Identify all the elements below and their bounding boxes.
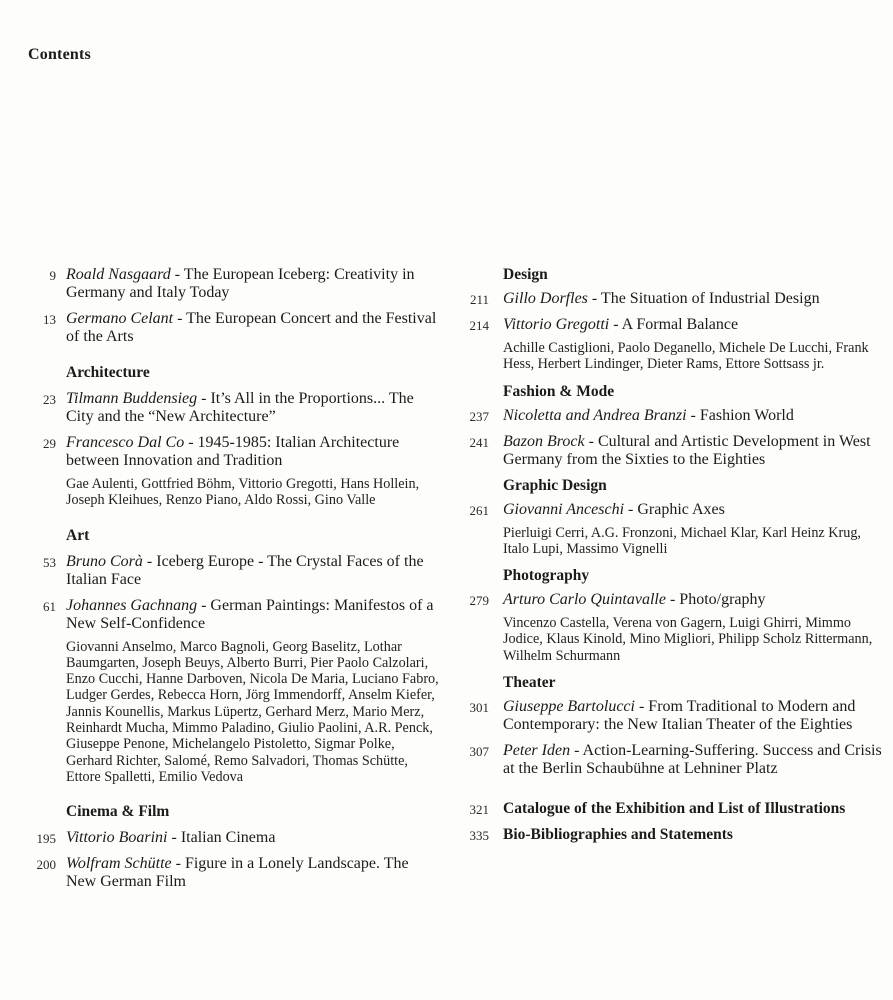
entry-title: - The European Concert and the Festival of the Arts [66, 310, 437, 345]
entry-author: Johannes Gachnang [66, 596, 198, 614]
entry-title: - From Traditional to Modern and Contemporary: the New Italian Theater of the Eighties [503, 698, 856, 734]
page-number: 195 [36, 831, 56, 847]
toc-entry[interactable] [30, 434, 440, 470]
page-number: 237 [469, 408, 489, 424]
photographers-list: Vincenzo Castella, Verena von Gagern, Luigi Ghirri, Mimmo Jodice, Klaus Kinold, Mino Migliori, Philipp Scholz Rittermann, Wilhelm Schurmann [503, 615, 873, 664]
toc-entry[interactable] [462, 290, 882, 308]
page-number: 307 [469, 744, 489, 760]
entry-title: - Figure in a Lonely Landscape. The New German Film [66, 855, 409, 891]
entry-author: Peter Iden [503, 742, 571, 760]
page-number: 13 [43, 312, 56, 327]
toc-entry[interactable] [462, 591, 882, 609]
architects-list: Gae Aulenti, Gottfried Böhm, Vittorio Gregotti, Hans Hollein, Joseph Kleihues, Renzo Piano, Aldo Rossi, Gino Valle [66, 476, 420, 509]
entry-author: Vittorio Gregotti [503, 316, 610, 333]
toc-entry[interactable] [462, 407, 882, 425]
page-number: 211 [469, 292, 489, 307]
toc-entry[interactable] [30, 553, 440, 589]
page-number: 279 [469, 593, 489, 609]
entry-author: Vittorio Boarini [66, 829, 168, 847]
entry-title: - The European Iceberg: Creativity in Germany and Italy Today [66, 266, 415, 301]
section-heading-graphic-design: Graphic Design [503, 476, 607, 494]
toc-entry[interactable] [30, 829, 440, 847]
page-number: 53 [43, 554, 56, 570]
entry-title: - The Situation of Industrial Design [587, 290, 820, 307]
entry-title: - Italian Cinema [167, 829, 276, 847]
entry-author: Bazon Brock [503, 432, 585, 450]
entry-author: Francesco Dal Co [66, 434, 185, 451]
page-number: 214 [469, 318, 489, 333]
toc-entry[interactable] [30, 310, 440, 346]
page-title: Contents [28, 46, 91, 63]
section-heading-photography: Photography [503, 567, 590, 585]
page-number: 335 [469, 828, 489, 844]
entry-author: Bruno Corà [66, 552, 143, 570]
page-number: 261 [469, 502, 489, 518]
entry-title: - A Formal Balance [609, 316, 739, 333]
page-number: 321 [469, 802, 489, 818]
section-heading-art: Art [66, 526, 90, 544]
entry-author: Gillo Dorfles [503, 290, 588, 307]
section-heading-fashion: Fashion & Mode [503, 382, 615, 400]
entry-author: Giuseppe Bartolucci [503, 698, 635, 716]
page-number: 61 [43, 598, 56, 614]
toc-entry[interactable] [30, 390, 440, 426]
entry-title: - It’s All in the Proportions... The City and the “New Architecture” [66, 390, 414, 425]
toc-entry-bio-bibliographies[interactable] [462, 826, 882, 844]
section-heading-theater: Theater [503, 674, 556, 692]
page-number: 241 [469, 434, 489, 450]
toc-entry[interactable] [462, 742, 882, 778]
entry-title: Catalogue of the Exhibition and List of Illustrations [503, 800, 846, 818]
entry-title: - Cultural and Artistic Development in West Germany from the Sixties to the Eighties [503, 432, 871, 468]
entry-title: - Action-Learning-Suffering. Success and Crisis at the Berlin Schaubühne at Lehniner Platz [503, 742, 882, 778]
section-heading-cinema: Cinema & Film [66, 803, 170, 821]
toc-entry[interactable] [462, 698, 882, 734]
page-number: 9 [49, 268, 56, 283]
entry-title: - German Paintings: Manifestos of a New Self-Confidence [66, 596, 434, 632]
entry-title: Bio-Bibliographies and Statements [503, 826, 733, 844]
entry-title: - Iceberg Europe - The Crystal Faces of the Italian Face [66, 552, 424, 588]
page-number: 23 [43, 392, 56, 407]
toc-right-column [462, 266, 882, 852]
page-number: 301 [469, 700, 489, 716]
entry-author: Roald Nasgaard [66, 266, 171, 283]
entry-author: Giovanni Anceschi [503, 500, 625, 518]
toc-entry[interactable] [30, 597, 440, 633]
toc-entry-catalogue[interactable] [462, 800, 882, 818]
page-number: 200 [36, 857, 56, 873]
entry-title: - 1945-1985: Italian Architecture between Innovation and Tradition [66, 434, 400, 469]
entry-author: Nicoletta and Andrea Branzi [503, 406, 687, 424]
page-number: 29 [43, 436, 56, 451]
toc-entry[interactable] [462, 501, 882, 519]
graphic-designers-list: Pierluigi Cerri, A.G. Fronzoni, Michael Klar, Karl Heinz Krug, Italo Lupi, Massimo Vignelli [503, 524, 861, 557]
artists-list: Giovanni Anselmo, Marco Bagnoli, Georg Baselitz, Lothar Baumgarten, Joseph Beuys, Alberto Burri, Pier Paolo Calzolari, Enzo Cucchi, Hanne Darboven, Nicola De Maria, Luciano Fabro, Ludger Gerdes, Rebecca Horn, Jörg Immendorff, Anselm Kiefer, Jannis Kounellis, Markus Lüpertz, Gerhard Merz, Mario Merz, Reinhardt Mucha, Mimmo Paladino, Giulio Paolini, A.R. Penck, Giuseppe Penone, Michelangelo Pistoletto, Sigmar Polke, Gerhard Richter, Salomé, Remo Salvadori, Thomas Schütte, Ettore Spalletti, Emilio Vedova [66, 638, 439, 785]
toc-entry[interactable] [462, 433, 882, 469]
entry-author: Tilmann Buddensieg [66, 390, 198, 407]
entry-title: - Graphic Axes [624, 500, 725, 518]
toc-entry[interactable] [30, 855, 440, 891]
toc-entry[interactable] [30, 266, 440, 302]
section-heading-architecture: Architecture [66, 364, 150, 381]
entry-title: - Fashion World [686, 406, 794, 424]
toc-entry[interactable] [462, 316, 882, 334]
designers-list: Achille Castiglioni, Paolo Deganello, Michele De Lucchi, Frank Hess, Herbert Lindinger, Dieter Rams, Ettore Sottsass jr. [503, 340, 869, 373]
entry-author: Germano Celant [66, 310, 174, 327]
section-heading-design: Design [503, 266, 548, 283]
entry-title: - Photo/graphy [665, 591, 766, 609]
toc-left-column [30, 266, 440, 899]
entry-author: Arturo Carlo Quintavalle [503, 591, 666, 609]
entry-author: Wolfram Schütte [66, 855, 172, 873]
